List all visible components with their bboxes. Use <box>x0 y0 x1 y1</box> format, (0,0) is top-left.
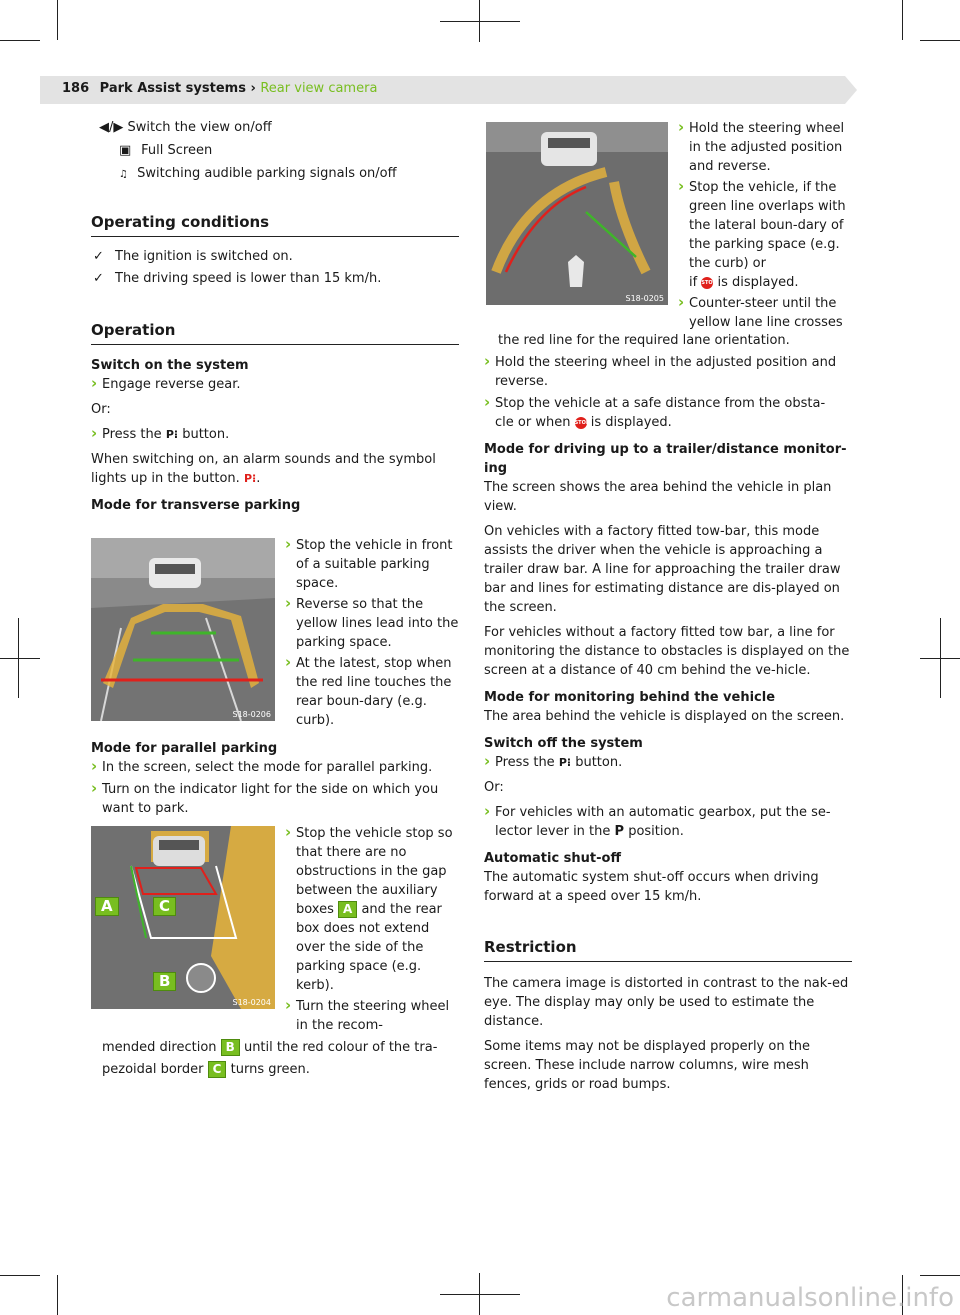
parallel-parking-image <box>91 826 275 1009</box>
lines-step: › Counter-steer until the yellow lane line crosses <box>678 294 854 332</box>
figure-code: S18-0205 <box>625 294 664 303</box>
counter-steer-continued: the red line for the required lane orientation. <box>498 333 790 348</box>
parallel-title: Mode for parallel parking <box>91 741 278 756</box>
restriction-text: The camera image is distorted in contrast to the nak-ed eye. The display may only be used to estimate the distance. <box>484 976 849 1029</box>
transverse-title: Mode for transverse parking <box>91 498 301 513</box>
transverse-step: › Stop the vehicle in front of a suitable parking space. <box>285 536 460 593</box>
watermark: carmanualsonline.info <box>666 1283 954 1313</box>
trailer-text: For vehicles without a factory fitted tow bar, a line for monitoring the distance to obstacles is displayed on the screen at a distance of 40 cm behind the ve-hicle. <box>484 625 850 678</box>
shutoff-text: The automatic system shut-off occurs when driving forward at a speed over 15 km/h. <box>484 870 819 904</box>
camera-lines-image <box>486 122 668 305</box>
restriction-text: Some items may not be displayed properly on the screen. These include narrow columns, wire mesh fences, grids or road bumps. <box>484 1039 811 1092</box>
label-c-marker: C <box>153 897 176 916</box>
figure-code: S18-0204 <box>232 998 271 1007</box>
icon-legend-row <box>91 141 459 160</box>
full-screen-icon: ▣ <box>119 143 132 158</box>
figure-code: S18-0206 <box>232 710 271 719</box>
trailer-title: Mode for driving up to a trailer/distance monitor-ing <box>484 442 847 476</box>
trailer-text: The screen shows the area behind the vehicle in plan view. <box>484 480 832 514</box>
trailer-text: On vehicles with a factory fitted tow-bar, this mode assists the driver when the vehicle is approaching a trailer draw bar. A line for approaching the trailer draw bar and lines for estimating distance are dis-played on the screen. <box>484 524 841 615</box>
operating-conditions-heading: Operating conditions <box>91 213 459 237</box>
lines-step-end: if STOP is displayed. <box>689 275 799 290</box>
monitor-text: The area behind the vehicle is displayed on the screen. <box>484 709 845 724</box>
transverse-step: › Reverse so that the yellow lines lead into the parking space. <box>285 595 460 652</box>
label-a-marker: A <box>95 897 119 916</box>
parallel-step: › Stop the vehicle stop so that there are no obstructions in the gap between the auxiliary boxes A and the rear box does not extend over the side of the parking space (e.g. kerb). <box>285 824 460 995</box>
icon-legend-row <box>91 164 459 184</box>
breadcrumb <box>62 81 377 96</box>
parallel-steps <box>285 824 460 1035</box>
transverse-parking-image <box>91 538 275 721</box>
parallel-step: › Turn the steering wheel in the recom- <box>285 997 460 1035</box>
label-a: A <box>338 901 357 918</box>
parallel-step-continued: mended direction B until the red colour of the tra- pezoidal border C turns green. <box>102 1040 438 1077</box>
shutoff-title: Automatic shut-off <box>484 851 622 866</box>
transverse-steps <box>285 536 460 730</box>
icon-legend-text: Switching audible parking signals on/off <box>137 166 397 181</box>
gear-p-symbol: P <box>614 824 625 839</box>
or-text: Or: <box>484 780 504 795</box>
parallel-step: › In the screen, select the mode for parallel parking. <box>91 758 459 777</box>
label-b-marker: B <box>153 972 176 991</box>
condition-item: ✓ The ignition is switched on. <box>91 247 459 266</box>
switch-off-step: › Press the P⁝ button. <box>484 753 852 772</box>
audio-signal-icon: ♫ <box>119 169 128 180</box>
camera-lines-steps <box>678 119 854 332</box>
or-text: Or: <box>91 402 111 417</box>
stop-icon: STOP <box>575 417 587 429</box>
parallel-step: › Turn on the indicator light for the side on which you want to park. <box>91 780 459 818</box>
monitor-title: Mode for monitoring behind the vehicle <box>484 690 776 705</box>
hold-step: › Hold the steering wheel in the adjusted position and reverse. <box>484 353 852 391</box>
icon-legend-text: Full Screen <box>141 143 213 158</box>
switch-on-title: Switch on the system <box>91 358 249 373</box>
switch-on-step: › Engage reverse gear. <box>91 375 459 394</box>
icon-legend-text: Switch the view on/off <box>127 120 272 135</box>
icon-legend-row <box>91 118 459 137</box>
gearbox-step: › For vehicles with an automatic gearbox, put the se-lector lever in the P position. <box>484 803 852 841</box>
press-button-step: › Press the P⁝ button. <box>91 425 459 444</box>
restriction-heading: Restriction <box>484 938 852 962</box>
transverse-step: › At the latest, stop when the red line touches the rear boun-dary (e.g. curb). <box>285 654 460 730</box>
alarm-text: When switching on, an alarm sounds and the symbol lights up in the button. P⁝. <box>91 452 436 486</box>
park-assist-icon: P⁝ <box>165 428 179 441</box>
operation-heading: Operation <box>91 321 459 345</box>
label-c: C <box>208 1061 227 1078</box>
breadcrumb-section[interactable]: Park Assist systems › <box>99 81 256 96</box>
stop-safe-step: › Stop the vehicle at a safe distance from the obsta- cle or when STOP is displayed. <box>484 394 852 432</box>
park-assist-icon: P⁝ <box>558 756 572 769</box>
right-column <box>484 331 852 1094</box>
label-b: B <box>221 1039 240 1056</box>
left-column <box>91 118 459 515</box>
park-assist-active-icon: P⁝ <box>243 472 257 485</box>
parallel-section <box>91 739 459 818</box>
stop-icon: STOP <box>701 277 713 289</box>
switch-off-title: Switch off the system <box>484 736 643 751</box>
lines-step: › Stop the vehicle, if the green line overlaps with the lateral boun-dary of the parking space (e.g. the curb) or <box>678 178 854 273</box>
condition-item: ✓ The driving speed is lower than 15 km/h. <box>91 269 459 288</box>
page-number: 186 <box>62 81 90 96</box>
breadcrumb-current: Rear view camera <box>260 81 378 96</box>
switch-view-icon: ◀/▶ <box>99 120 124 135</box>
lines-step: › Hold the steering wheel in the adjusted position and reverse. <box>678 119 854 176</box>
